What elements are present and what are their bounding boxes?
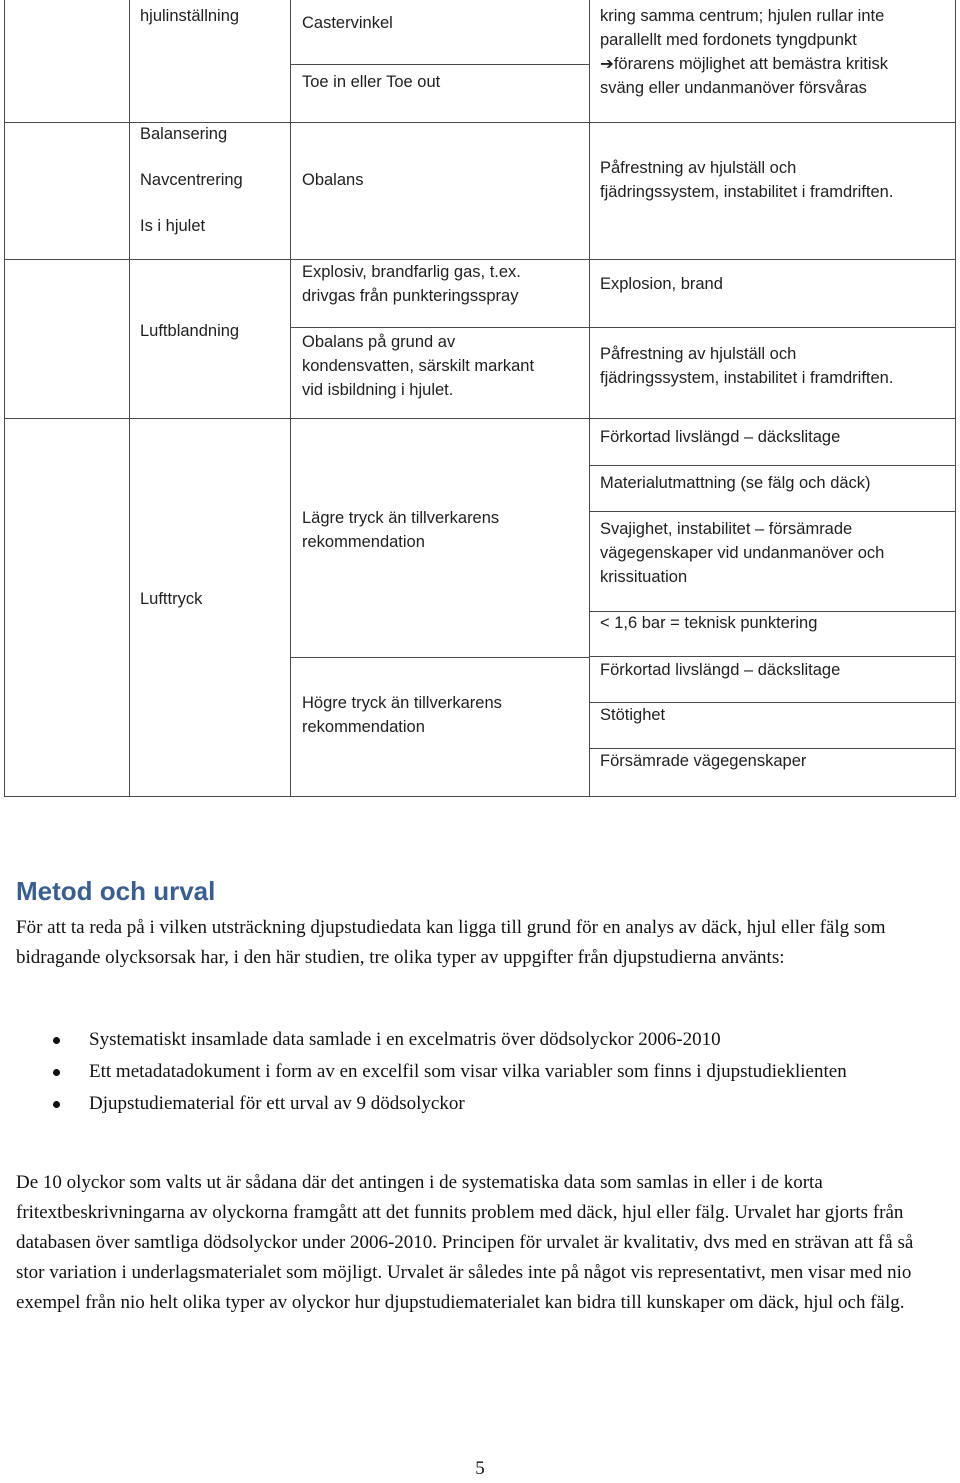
cell-toe-in-out: Toe in eller Toe out: [302, 73, 441, 91]
cause-line: drivgas från punkteringsspray: [302, 287, 519, 305]
arrow-icon: ➔: [600, 55, 614, 73]
table-border-bottom: [4, 796, 956, 797]
effect-line: Svajighet, instabilitet – försämrade: [600, 520, 853, 538]
cell-lufttryck: Lufttryck: [140, 590, 203, 608]
page-number: 5: [475, 1458, 485, 1479]
cell-castervinkel: Castervinkel: [302, 14, 393, 32]
table-border-left: [4, 0, 5, 797]
cause-line: rekommendation: [302, 718, 425, 736]
cause-line: Högre tryck än tillverkarens: [302, 694, 502, 712]
table-column-divider: [129, 0, 130, 797]
effect-line: Materialutmattning (se fälg och däck): [600, 474, 871, 492]
cause-line: Explosiv, brandfarlig gas, t.ex.: [302, 263, 521, 281]
section-heading: Metod och urval: [16, 876, 216, 906]
cause-line: vid isbildning i hjulet.: [302, 381, 454, 399]
effect-line: sväng eller undanmanöver försvåras: [600, 79, 867, 97]
cell-divider: [290, 657, 590, 658]
effect-line: Försämrade vägegenskaper: [600, 752, 807, 770]
bullet-list: [0, 1025, 949, 1121]
effect-line: Påfrestning av hjulställ och: [600, 159, 797, 177]
cause-line: Obalans på grund av: [302, 333, 456, 351]
effect-line: Påfrestning av hjulställ och: [600, 345, 797, 363]
cause-line: rekommendation: [302, 533, 425, 551]
body-paragraph: De 10 olyckor som valts ut är sådana där det antingen i de systematiska data som samlas in eller i de korta fritextbeskrivningarna av olyckorna framgått att det funnits problem med däck, hjul eller fälg. Urvalet har gjorts från databasen över samtliga dödsolyckor under 2006-2010. Principen för urvalet är kvalitativ, dvs med en strävan att få så stor variation i underlagsmaterialet som möjligt. Urvalet är således inte på något vis representativt, men visar med nio exempel från nio helt olika typer av olyckor hur djupstudiematerialet kan bidra till kunskaper om däck, hjul och fälg.: [16, 1172, 914, 1313]
cell-divider: [290, 64, 590, 65]
list-item: Systematiskt insamlade data samlade i en excelmatris över dödsolyckor 2006-2010: [0, 1025, 949, 1055]
cell-obalans: Obalans: [302, 171, 364, 189]
intro-paragraph: För att ta reda på i vilken utsträckning djupstudiedata kan ligga till grund för en analys av däck, hjul eller fälg som bidragande olycksorsak har, i den här studien, tre olika typer av uppgifter från djupstudierna använts:: [16, 917, 886, 968]
cell-hjulinstallning: hjulinställning: [140, 7, 240, 25]
effect-line: krissituation: [600, 568, 688, 586]
effect-line: kring samma centrum; hjulen rullar inte: [600, 7, 885, 25]
table-column-divider: [290, 0, 291, 797]
list-item: Djupstudiematerial för ett urval av 9 dödsolyckor: [0, 1089, 949, 1119]
cause-line: kondensvatten, särskilt markant: [302, 357, 535, 375]
effect-line: fjädringssystem, instabilitet i framdriften.: [600, 183, 894, 201]
cell-divider: [589, 511, 956, 512]
cell-balansering: Balansering: [140, 125, 228, 143]
table-border-right: [955, 0, 956, 797]
cell-is-i-hjulet: Is i hjulet: [140, 217, 206, 235]
cell-divider: [589, 656, 956, 657]
effect-line: parallellt med fordonets tyngdpunkt: [600, 31, 857, 49]
effect-line: Explosion, brand: [600, 275, 723, 293]
effect-line: Förkortad livslängd – däckslitage: [600, 428, 841, 446]
row-divider: [4, 418, 956, 419]
effect-line: Stötighet: [600, 706, 666, 724]
cause-line: Lägre tryck än tillverkarens: [302, 509, 500, 527]
cell-luftblandning: Luftblandning: [140, 322, 240, 340]
effect-line: < 1,6 bar = teknisk punktering: [600, 614, 818, 632]
cell-divider: [290, 327, 956, 328]
cell-divider: [589, 465, 956, 466]
effect-line: vägegenskaper vid undanmanöver och: [600, 544, 885, 562]
effect-line: Förkortad livslängd – däckslitage: [600, 661, 841, 679]
table-column-divider: [589, 0, 590, 797]
cell-navcentrering: Navcentrering: [140, 171, 243, 189]
list-item: Ett metadatadokument i form av en excelfil som visar vilka variabler som finns i djupstudieklienten: [0, 1057, 949, 1087]
effect-line: fjädringssystem, instabilitet i framdriften.: [600, 369, 894, 387]
effect-line: ➔förarens möjlighet att bemästra kritisk: [600, 55, 889, 73]
